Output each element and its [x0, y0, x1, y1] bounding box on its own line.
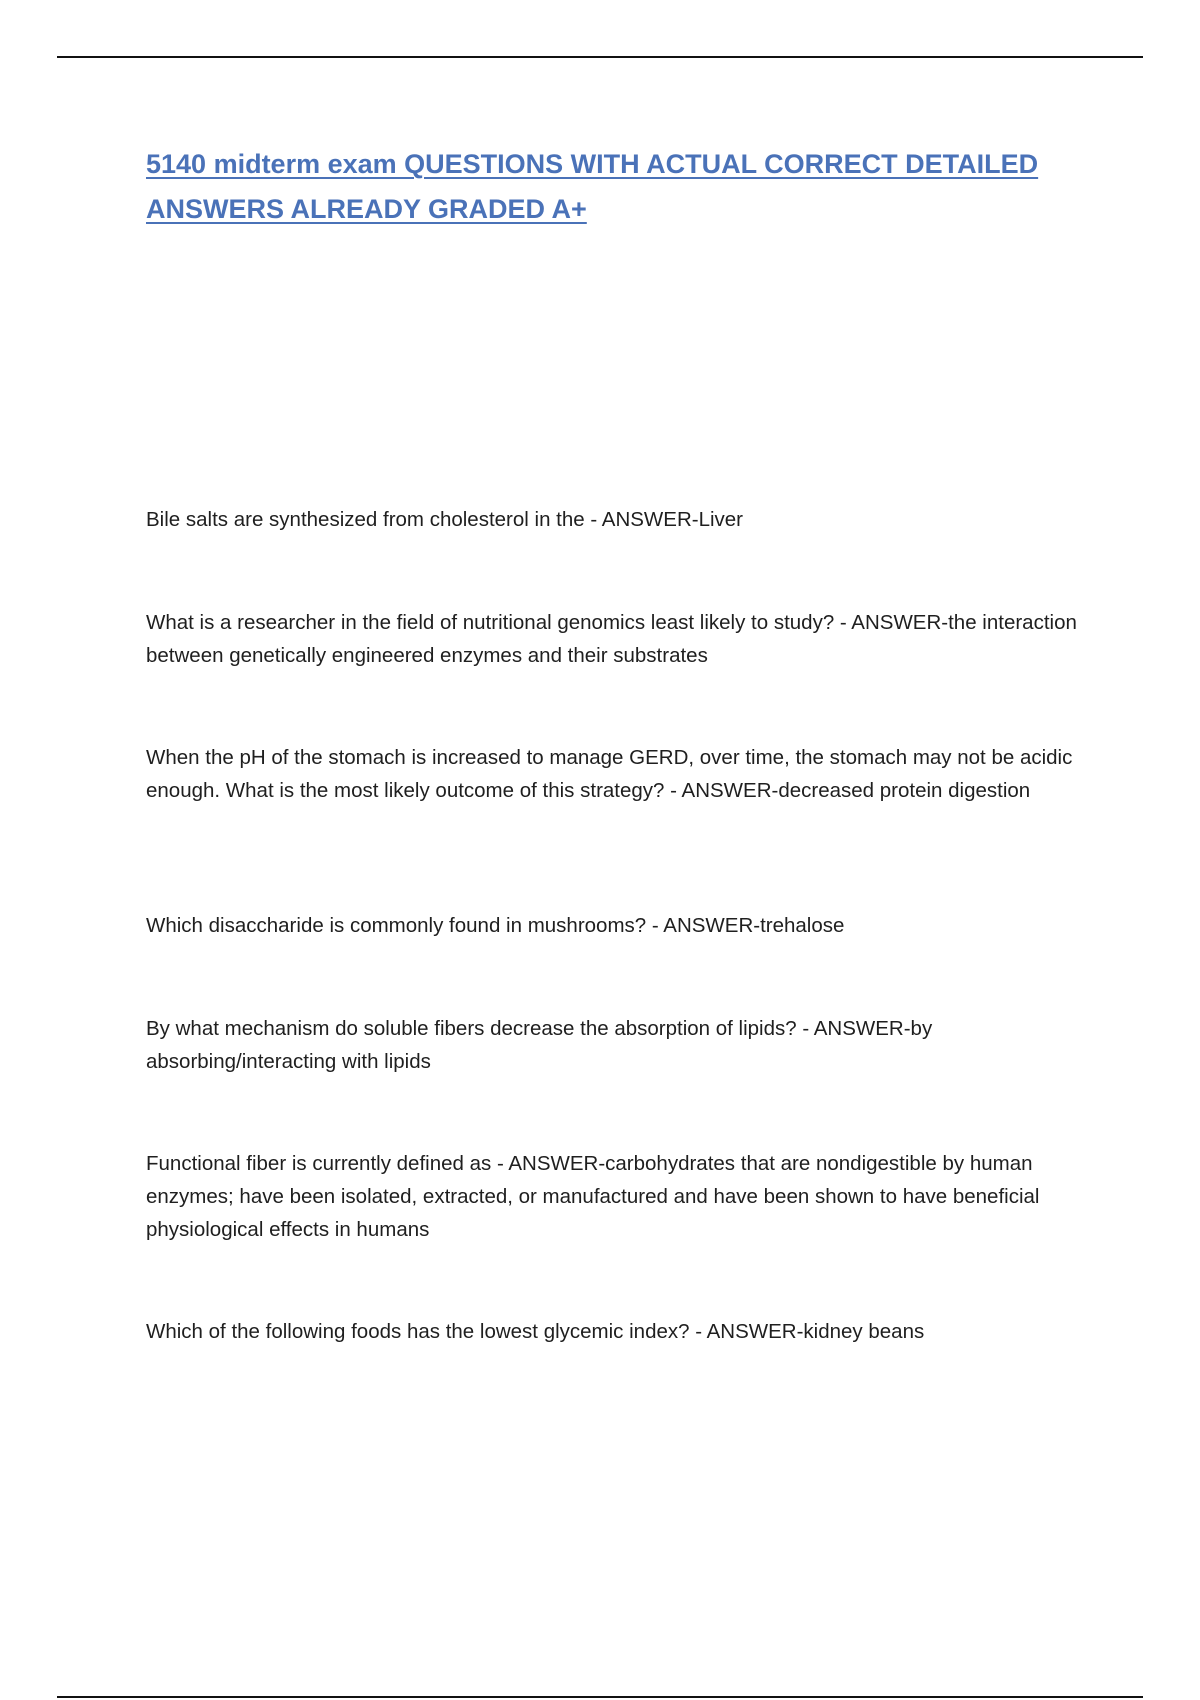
- bottom-rule: [57, 1696, 1143, 1698]
- qa-item-5: By what mechanism do soluble fibers decrease the absorption of lipids? - ANSWER-by absorbing/interacting with lipids: [146, 1017, 933, 1073]
- document-title[interactable]: 5140 midterm exam QUESTIONS WITH ACTUAL CORRECT DETAILED ANSWERS ALREADY GRADED A+: [146, 149, 1039, 224]
- qa-item-7: Which of the following foods has the lowest glycemic index? - ANSWER-kidney beans: [146, 1320, 925, 1343]
- qa-item-1: Bile salts are synthesized from cholesterol in the - ANSWER-Liver: [146, 508, 744, 531]
- top-rule: [57, 56, 1143, 58]
- qa-item-3: When the pH of the stomach is increased to manage GERD, over time, the stomach may not be acidic enough. What is the most likely outcome of this strategy? - ANSWER-decreased protein digestion: [146, 746, 1073, 802]
- qa-item-4: Which disaccharide is commonly found in mushrooms? - ANSWER-trehalose: [146, 914, 845, 937]
- qa-item-2: What is a researcher in the field of nutritional genomics least likely to study? - ANSWER-the interaction between genetically engineered enzymes and their substrates: [146, 611, 1077, 667]
- qa-item-6: Functional fiber is currently defined as - ANSWER-carbohydrates that are nondigestible by human enzymes; have been isolated, extracted, or manufactured and have been shown to have beneficial physiological effects in humans: [146, 1152, 1040, 1241]
